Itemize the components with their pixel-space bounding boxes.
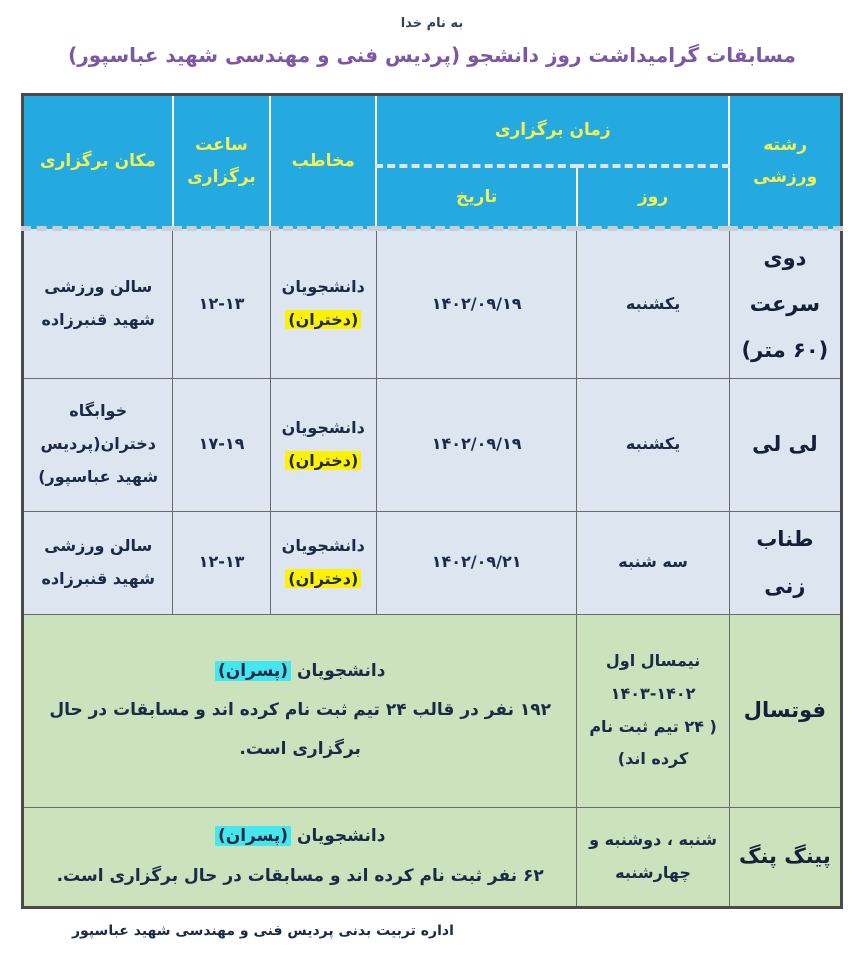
futsal-sport-cell: فوتسال [729, 614, 841, 807]
girls-highlight: (دختران) [285, 451, 361, 470]
sprint-audience-students: دانشجویان [281, 277, 365, 297]
sprint-hour-cell [173, 229, 270, 379]
girls-highlight: (دختران) [285, 569, 361, 588]
futsal-years: ۱۴۰۳-۱۴۰۲ [610, 683, 696, 703]
header-venue: مکان برگزاری [23, 95, 173, 229]
row-sprint [23, 229, 842, 379]
sprint-audience-girls-line [277, 304, 370, 337]
rope-venue-cell: سالن ورزشی شهید قنبرزاده [23, 511, 173, 614]
pingpong-detail-cell [23, 807, 577, 907]
pingpong-detail-text: ۶۲ نفر ثبت نام کرده اند و مسابقات در حال برگزاری است. [56, 865, 544, 886]
rope-hour-value: ۱۲-۱۳ [198, 552, 245, 572]
rope-audience-girls-line [277, 563, 370, 596]
header-day: روز [577, 166, 729, 229]
rope-date-cell [376, 511, 576, 614]
table-header [23, 95, 842, 229]
futsal-students-label: دانشجویان [297, 660, 386, 681]
pingpong-sport-cell: پینگ پنگ [729, 807, 841, 907]
bismillah-text: به نام خدا [400, 16, 464, 31]
sports-schedule-table [21, 93, 843, 909]
leyley-date-value: ۱۴۰۲/۰۹/۱۹ [431, 434, 522, 454]
sprint-date-value: ۱۴۰۲/۰۹/۱۹ [431, 293, 522, 313]
boys-highlight: (پسران) [215, 826, 291, 846]
leyley-date-cell [376, 378, 576, 511]
header-time-group: زمان برگزاری [376, 95, 729, 167]
leyley-audience-girls-line [277, 445, 370, 478]
header-date: تاریخ [376, 166, 576, 229]
rope-audience-students: دانشجویان [281, 535, 365, 555]
leyley-hour-value: ۱۷-۱۹ [198, 434, 245, 454]
sprint-date-cell [376, 229, 576, 379]
rope-day-cell: سه شنبه [577, 511, 729, 614]
rope-sport-cell: طناب زنی [729, 511, 841, 614]
pingpong-days-cell: شنبه ، دوشنبه و چهارشنبه [577, 807, 729, 907]
futsal-detail-cell [23, 614, 577, 807]
rope-audience-cell [270, 511, 376, 614]
sprint-day-cell: یکشنبه [577, 229, 729, 379]
futsal-teams-note: ( ۲۴ تیم ثبت نام کرده اند) [589, 716, 717, 769]
page-title: مسابقات گرامیداشت روز دانشجو (پردیس فنی و مهندسی شهید عباسپور) [68, 43, 796, 67]
sprint-hour-value: ۱۲-۱۳ [198, 293, 245, 313]
rope-date-value: ۱۴۰۲/۰۹/۲۱ [431, 552, 522, 572]
footer-office-label: اداره تربیت بدنی پردیس فنی و مهندسی شهید عباسپور [72, 922, 454, 939]
futsal-semester-label: نیمسال اول [605, 650, 701, 670]
boys-highlight: (پسران) [215, 661, 291, 681]
row-futsal [23, 614, 842, 807]
header-audience: مخاطب [270, 95, 376, 229]
header-sport: رشته ورزشی [729, 95, 841, 229]
futsal-detail-text: ۱۹۲ نفر در قالب ۲۴ تیم ثبت نام کرده اند و مسابقات در حال برگزاری است. [49, 700, 552, 760]
leyley-audience-students: دانشجویان [281, 417, 365, 437]
sprint-audience-cell [270, 229, 376, 379]
futsal-students-line [30, 652, 570, 691]
row-rope [23, 511, 842, 614]
leyley-sport-cell: لی لی [729, 378, 841, 511]
pingpong-students-label: دانشجویان [297, 826, 386, 847]
rope-hour-cell [173, 511, 270, 614]
leyley-hour-cell [173, 378, 270, 511]
girls-highlight: (دختران) [285, 310, 361, 329]
header-hour: ساعت برگزاری [173, 95, 270, 229]
row-pingpong [23, 807, 842, 907]
sprint-venue-cell: سالن ورزشی شهید قنبرزاده [23, 229, 173, 379]
sprint-sport-cell: دوی سرعت (۶۰ متر) [729, 229, 841, 379]
leyley-day-cell: یکشنبه [577, 378, 729, 511]
pingpong-students-line [30, 817, 570, 856]
leyley-audience-cell [270, 378, 376, 511]
row-leyley [23, 378, 842, 511]
leyley-venue-cell: خوابگاه دختران(پردیس شهید عباسپور) [23, 378, 173, 511]
futsal-schedule-cell [577, 614, 729, 807]
